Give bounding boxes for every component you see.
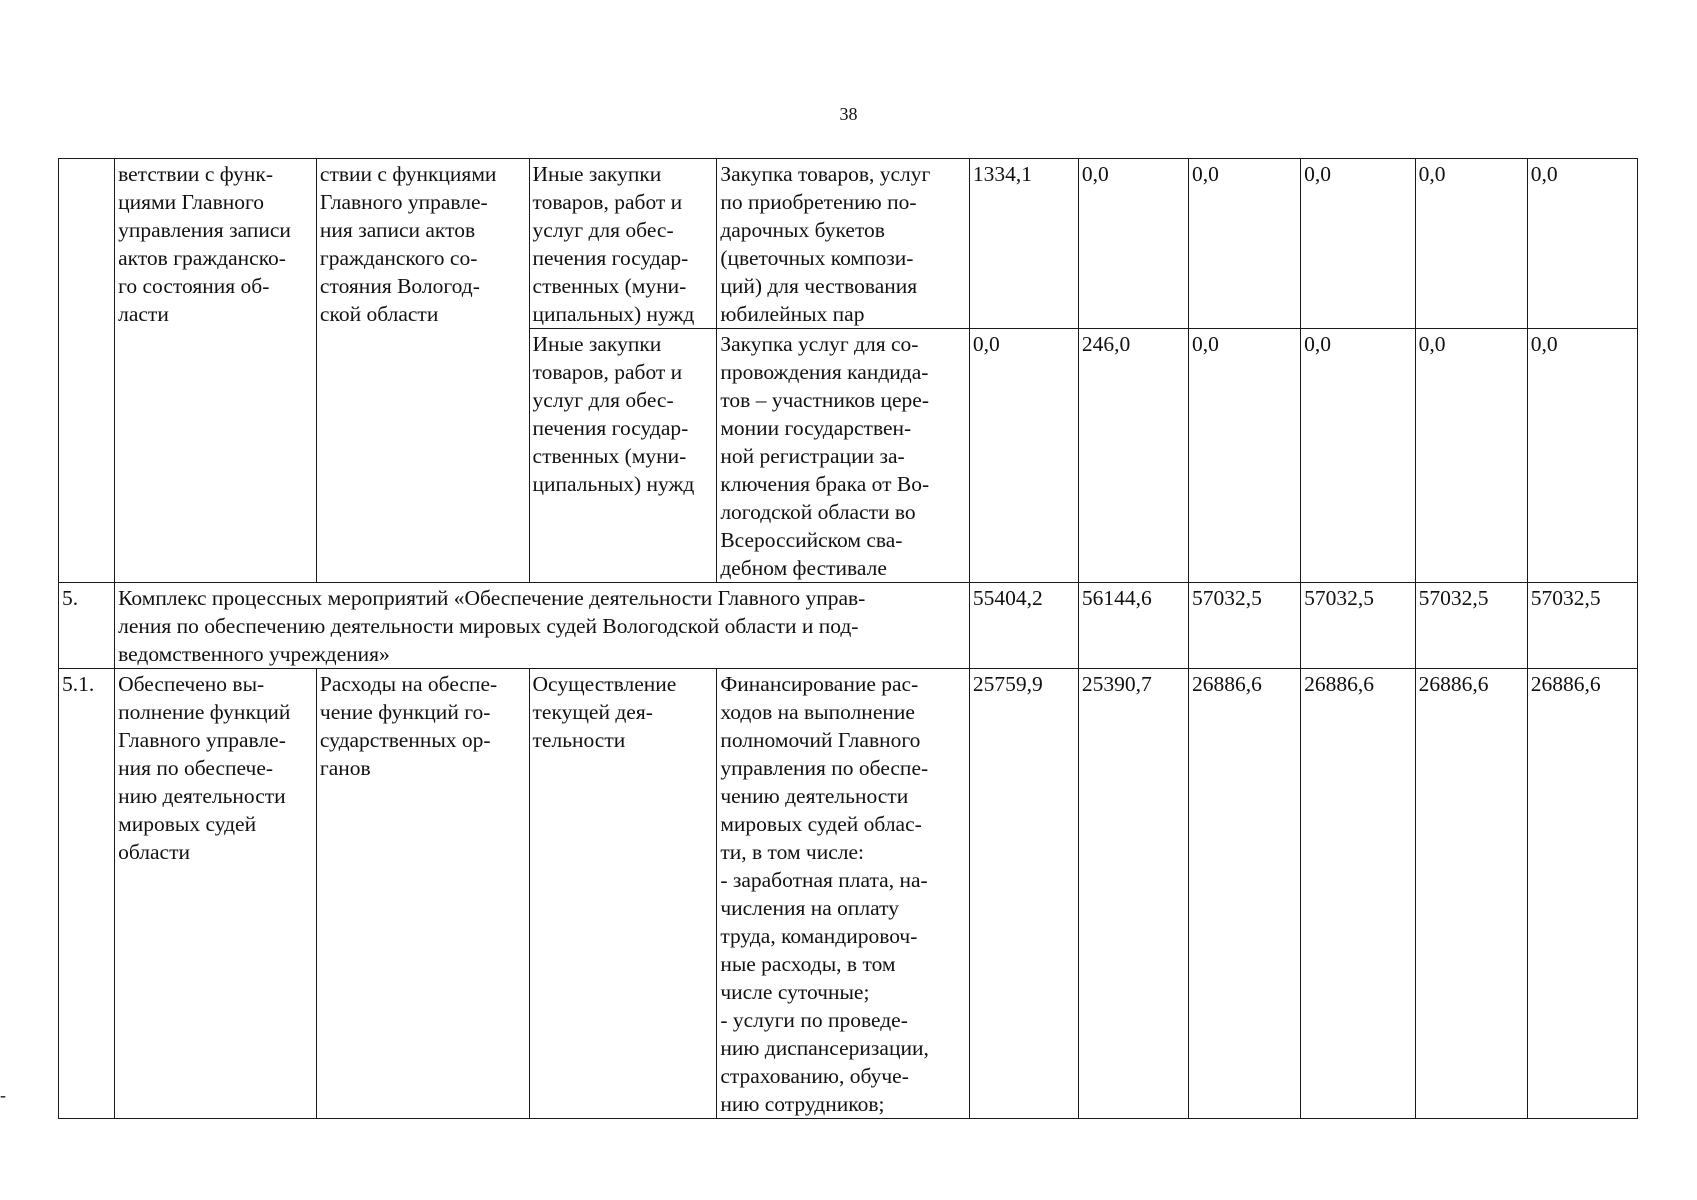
description-cell: Закупка услуг для со- провождения кандида- тов – участников цере- монии государствен- ной регистрации за- ключения брака от Во- логодской области во Всероссийском сва- дебном фестивале <box>717 329 970 583</box>
purpose-cell: Расходы на обеспе- чение функций го- сударственных ор- ганов <box>316 669 529 1119</box>
value-cell: 26886,6 <box>1527 669 1637 1119</box>
table-row <box>59 583 1638 669</box>
value-cell: 56144,6 <box>1078 583 1188 669</box>
value-cell: 57032,5 <box>1301 583 1415 669</box>
expense-type-cell: Осуществление текущей дея- тельности <box>529 669 717 1119</box>
purpose-cell: ствии с функциями Главного управле- ния записи актов гражданского со- стояния Вологод- ской области <box>316 159 529 583</box>
value-cell: 0,0 <box>1415 159 1527 329</box>
value-cell: 26886,6 <box>1415 669 1527 1119</box>
task-cell: ветствии с функ- циями Главного управления записи актов гражданско- го состояния об- ласти <box>115 159 317 583</box>
row-number: 5. <box>59 583 115 669</box>
value-cell: 246,0 <box>1078 329 1188 583</box>
value-cell: 0,0 <box>1301 329 1415 583</box>
value-cell: 57032,5 <box>1188 583 1300 669</box>
expense-type-cell: Иные закупки товаров, работ и услуг для обес- печения государ- ственных (муни- ципальных) нужд <box>529 329 717 583</box>
value-cell: 0,0 <box>1415 329 1527 583</box>
value-cell: 57032,5 <box>1415 583 1527 669</box>
page-number: 38 <box>839 104 858 124</box>
budget-table <box>58 158 1638 1119</box>
value-cell: 25759,9 <box>969 669 1078 1119</box>
table-row <box>59 159 1638 329</box>
section-title-cell: Комплекс процессных мероприятий «Обеспечение деятельности Главного управ- ления по обеспечению деятельности мировых судей Вологодской области и под- ведомственного учреждения» <box>115 583 970 669</box>
value-cell: 0,0 <box>1188 159 1300 329</box>
row-number <box>59 159 115 583</box>
task-cell: Обеспечено вы- полнение функций Главного управле- ния по обеспече- нию деятельности мировых судей области <box>115 669 317 1119</box>
value-cell: 0,0 <box>969 329 1078 583</box>
row-number: 5.1. <box>59 669 115 1119</box>
value-cell: 0,0 <box>1188 329 1300 583</box>
value-cell: 55404,2 <box>969 583 1078 669</box>
value-cell: 0,0 <box>1078 159 1188 329</box>
description-cell: Финансирование рас- ходов на выполнение полномочий Главного управления по обеспе- чению деятельности мировых судей облас- ти, в том числе: - заработная плата, на- числения на оплату труда, командировоч- ные расходы, в том числе суточные; - услуги по проведе- нию диспансеризации, страхованию, обуче- нию сотрудников; <box>717 669 970 1119</box>
value-cell: 0,0 <box>1301 159 1415 329</box>
table-row <box>59 669 1638 1119</box>
value-cell: 0,0 <box>1527 159 1637 329</box>
margin-mark: - <box>0 1085 6 1105</box>
description-cell: Закупка товаров, услуг по приобретению по- дарочных букетов (цветочных компози- ций) для чествования юбилейных пар <box>717 159 970 329</box>
value-cell: 26886,6 <box>1301 669 1415 1119</box>
value-cell: 1334,1 <box>969 159 1078 329</box>
value-cell: 0,0 <box>1527 329 1637 583</box>
value-cell: 57032,5 <box>1527 583 1637 669</box>
value-cell: 25390,7 <box>1078 669 1188 1119</box>
value-cell: 26886,6 <box>1188 669 1300 1119</box>
expense-type-cell: Иные закупки товаров, работ и услуг для обес- печения государ- ственных (муни- ципальных) нужд <box>529 159 717 329</box>
